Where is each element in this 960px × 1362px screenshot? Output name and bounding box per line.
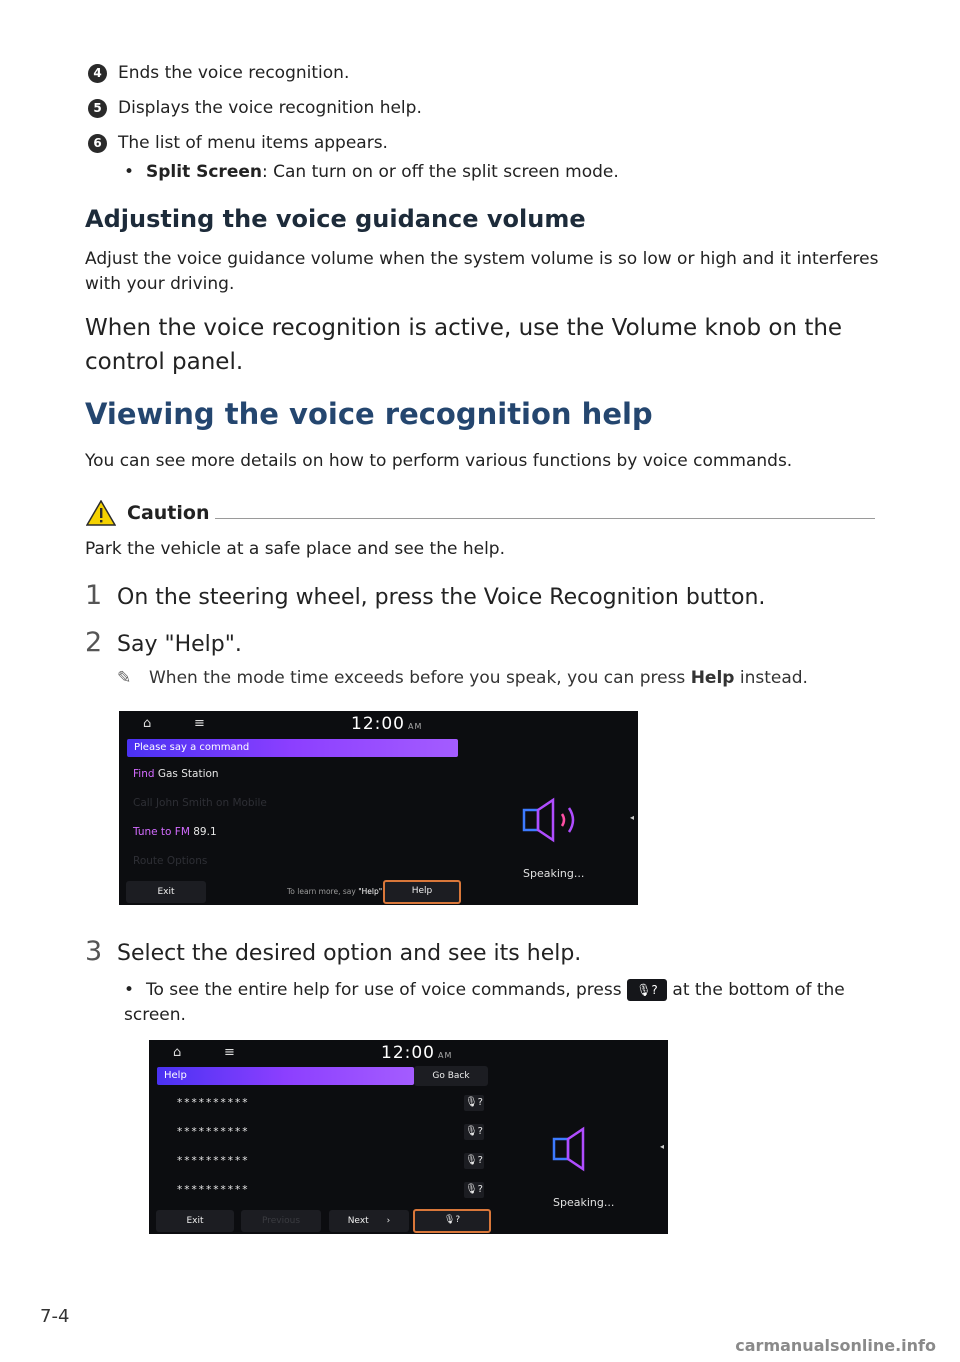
- step-text: Select the desired option and see its help.: [117, 941, 582, 966]
- go-back-button[interactable]: Go Back: [414, 1066, 488, 1086]
- voice-help-icon: 🎙?: [627, 979, 667, 1001]
- step-text: Say "Help".: [117, 632, 242, 657]
- step-number: 1: [85, 580, 103, 611]
- command-row[interactable]: [133, 826, 217, 838]
- chevron-left-icon[interactable]: ◂: [660, 1142, 665, 1151]
- command-rest: Gas Station: [154, 768, 219, 780]
- clock: [381, 1043, 452, 1063]
- chevron-left-icon[interactable]: ◂: [630, 813, 635, 822]
- step-1: [85, 580, 765, 611]
- hint-pre: To learn more, say: [287, 887, 359, 896]
- warning-icon: [86, 500, 116, 526]
- screenshot-voice-command: [119, 711, 638, 905]
- clock-time: 12:00: [381, 1043, 435, 1063]
- section-heading-help: Viewing the voice recognition help: [85, 397, 653, 431]
- prompt-bar: Please say a command: [127, 739, 458, 757]
- voice-help-all-button[interactable]: [413, 1209, 491, 1233]
- step-number: 3: [85, 936, 103, 967]
- note: [117, 668, 808, 688]
- bullet-dot: •: [124, 162, 135, 182]
- item-text: The list of menu items appears.: [118, 133, 388, 153]
- note-pre: When the mode time exceeds before you speak, you can press: [149, 668, 691, 688]
- help-body: You can see more details on how to perform various functions by voice commands.: [85, 451, 793, 471]
- exit-button[interactable]: Exit: [126, 881, 206, 903]
- next-label: Next: [347, 1216, 369, 1226]
- bullet-text: : Can turn on or off the split screen mode.: [261, 162, 619, 182]
- split-screen-bullet: [124, 162, 619, 182]
- chevron-right-icon: ›: [386, 1216, 391, 1226]
- exit-button[interactable]: Exit: [156, 1210, 234, 1232]
- number-badge: 4: [88, 64, 107, 83]
- speaker-icon: [551, 1125, 613, 1173]
- voice-help-icon: 🎙?: [443, 1215, 461, 1225]
- step-text: On the steering wheel, press the Voice Recognition button.: [117, 585, 766, 610]
- watermark: carmanualsonline.info: [735, 1336, 936, 1355]
- step-number: 2: [85, 627, 103, 658]
- clock-ampm: AM: [438, 1051, 453, 1060]
- speaking-status: Speaking...: [553, 1196, 615, 1209]
- note-bold: Help: [690, 668, 735, 688]
- bullet-term: Split Screen: [146, 162, 262, 182]
- caution-header: [86, 500, 209, 526]
- help-row[interactable]: **********: [177, 1097, 250, 1109]
- command-rest: Call John Smith on Mobile: [133, 797, 267, 809]
- voice-help-icon[interactable]: 🎙?: [464, 1124, 484, 1140]
- command-keyword: Tune to FM: [133, 826, 190, 838]
- volume-body: Adjust the voice guidance volume when the system volume is so low or high and it interferes with your driving.: [85, 249, 879, 294]
- help-title-bar: Help: [157, 1067, 414, 1085]
- number-badge: 6: [88, 134, 107, 153]
- item-5: [88, 98, 422, 118]
- caution-title: Caution: [127, 502, 210, 524]
- caution-text: Park the vehicle at a safe place and see the help.: [85, 539, 505, 559]
- speaking-status: Speaking...: [523, 867, 585, 880]
- command-keyword: Find: [133, 768, 155, 780]
- section-heading-volume: Adjusting the voice guidance volume: [85, 205, 586, 233]
- bullet-dot: •: [124, 980, 135, 1000]
- hint-word: "Help": [358, 887, 383, 896]
- item-6: [88, 133, 388, 153]
- item-text: Ends the voice recognition.: [118, 63, 350, 83]
- page-number: 7-4: [40, 1306, 70, 1327]
- voice-help-icon[interactable]: 🎙?: [464, 1153, 484, 1169]
- note-post: instead.: [734, 668, 808, 688]
- menu-icon[interactable]: ≡: [224, 1045, 235, 1060]
- previous-button[interactable]: Previous: [241, 1210, 321, 1232]
- bullet-pre: To see the entire help for use of voice commands, press: [146, 980, 627, 1000]
- command-rest: Route Options: [133, 855, 208, 867]
- clock-time: 12:00: [351, 714, 405, 734]
- voice-help-icon[interactable]: 🎙?: [464, 1182, 484, 1198]
- step-3: [85, 936, 581, 967]
- bullet-post: at the bottom of the screen.: [124, 980, 845, 1025]
- command-row[interactable]: [133, 855, 207, 867]
- clock-ampm: AM: [408, 722, 423, 731]
- step-2: [85, 627, 242, 658]
- number-badge: 5: [88, 99, 107, 118]
- help-button[interactable]: Help: [383, 880, 461, 904]
- speaker-icon: [521, 796, 583, 844]
- step3-bullet: [124, 978, 864, 1028]
- item-text: Displays the voice recognition help.: [118, 98, 422, 118]
- voice-help-icon[interactable]: 🎙?: [464, 1095, 484, 1111]
- caution-divider: [215, 518, 875, 519]
- home-icon[interactable]: ⌂: [173, 1045, 182, 1060]
- next-button[interactable]: [329, 1210, 409, 1232]
- help-row[interactable]: **********: [177, 1184, 250, 1196]
- command-rest: 89.1: [189, 826, 217, 838]
- home-icon[interactable]: ⌂: [143, 716, 152, 731]
- help-row[interactable]: **********: [177, 1126, 250, 1138]
- clock: [351, 714, 422, 734]
- volume-lead: When the voice recognition is active, use the Volume knob on the control panel.: [85, 315, 843, 375]
- item-4: [88, 63, 349, 83]
- hint-text: [287, 887, 382, 896]
- command-row[interactable]: [133, 797, 267, 809]
- command-row[interactable]: [133, 768, 219, 780]
- screenshot-help-list: [149, 1040, 668, 1234]
- menu-icon[interactable]: ≡: [194, 716, 205, 731]
- help-row[interactable]: **********: [177, 1155, 250, 1167]
- pencil-icon: ✎: [117, 668, 132, 688]
